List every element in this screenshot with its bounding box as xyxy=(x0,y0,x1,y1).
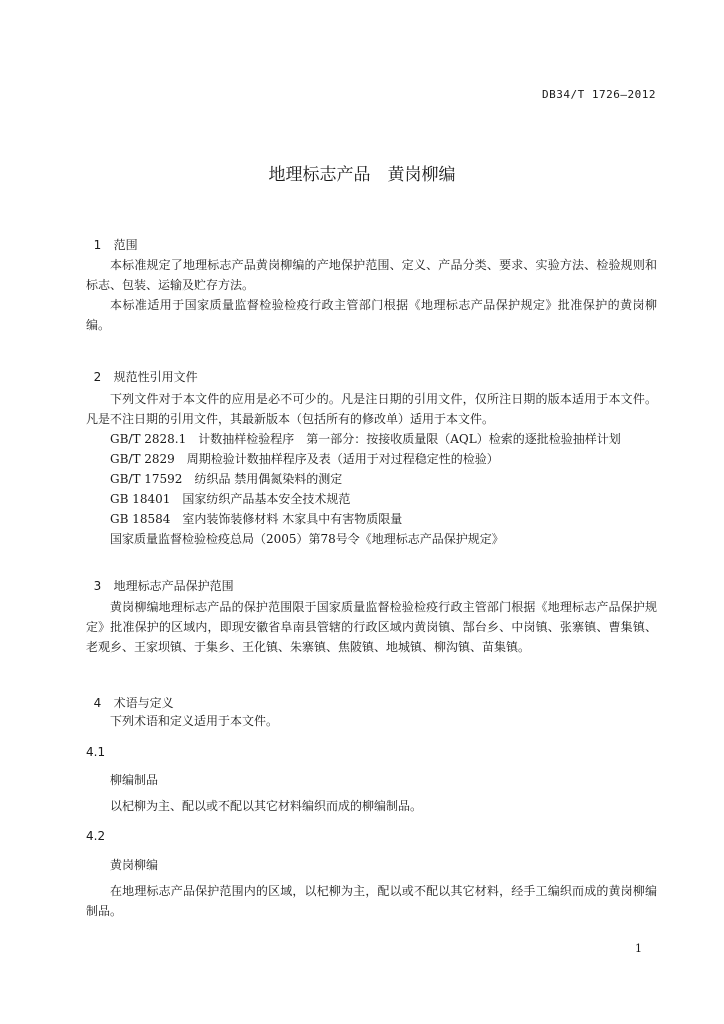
subsection-4-1-number: 4.1 xyxy=(86,745,106,759)
section-1-paragraph-1: 本标准规定了地理标志产品黄岗柳编的产地保护范围、定义、产品分类、要求、实验方法、检验规则和标志、包装、运输及贮存方法。 xyxy=(86,258,657,292)
section-number: 2 xyxy=(93,370,102,384)
section-1-heading xyxy=(86,222,138,253)
reference-item: GB/T 2829 周期检验计数抽样程序及表（适用于对过程稳定性的检验） xyxy=(110,452,499,466)
term-title: 黄岗柳编 xyxy=(110,858,159,872)
term-definition: 在地理标志产品保护范围内的区域，以杞柳为主，配以或不配以其它材料，经手工编织而成的黄岗柳编制品。 xyxy=(86,884,657,918)
section-4-heading xyxy=(86,680,174,711)
page-number: 1 xyxy=(635,942,642,955)
section-4-paragraph-1: 下列术语和定义适用于本文件。 xyxy=(110,714,279,728)
subsection-4-2-number: 4.2 xyxy=(86,829,106,843)
reference-item: GB 18401 国家纺织产品基本安全技术规范 xyxy=(110,492,351,506)
section-title: 地理标志产品保护范围 xyxy=(113,579,234,593)
section-2-heading xyxy=(86,354,198,385)
reference-item: GB 18584 室内装饰装修材料 木家具中有害物质限量 xyxy=(110,512,403,526)
section-3-paragraph-1: 黄岗柳编地理标志产品的保护范围限于国家质量监督检验检疫行政主管部门根据《地理标志产品保护规定》批准保护的区域内，即现安徽省阜南县管辖的行政区域内黄岗镇、郜台乡、中岗镇、张寨镇、曹集镇、老观乡、王家坝镇、于集乡、王化镇、朱寨镇、焦陂镇、地城镇、柳沟镇、苗集镇。 xyxy=(86,600,657,654)
term-definition: 以杞柳为主、配以或不配以其它材料编织而成的柳编制品。 xyxy=(110,799,423,813)
section-title: 规范性引用文件 xyxy=(113,370,198,384)
page-title: 地理标志产品 黄岗柳编 xyxy=(268,165,456,185)
section-title: 术语与定义 xyxy=(113,696,174,710)
document-code: DB34/T 1726—2012 xyxy=(542,88,656,101)
section-3-heading xyxy=(86,563,234,594)
reference-item: GB/T 2828.1 计数抽样检验程序 第一部分：按接收质量限（AQL）检索的逐批检验抽样计划 xyxy=(110,432,621,446)
section-number: 4 xyxy=(93,696,102,710)
section-number: 3 xyxy=(93,579,102,593)
section-title: 范围 xyxy=(113,238,138,252)
term-title: 柳编制品 xyxy=(110,773,159,787)
reference-item: GB/T 17592 纺织品 禁用偶氮染料的测定 xyxy=(110,472,343,486)
reference-item: 国家质量监督检验检疫总局（2005）第78号令《地理标志产品保护规定》 xyxy=(110,532,504,546)
section-number: 1 xyxy=(93,238,102,252)
section-1-paragraph-2: 本标准适用于国家质量监督检验检疫行政主管部门根据《地理标志产品保护规定》批准保护的黄岗柳编。 xyxy=(86,298,657,332)
section-2-paragraph-1: 下列文件对于本文件的应用是必不可少的。凡是注日期的引用文件，仅所注日期的版本适用于本文件。凡是不注日期的引用文件，其最新版本（包括所有的修改单）适用于本文件。 xyxy=(86,392,657,426)
